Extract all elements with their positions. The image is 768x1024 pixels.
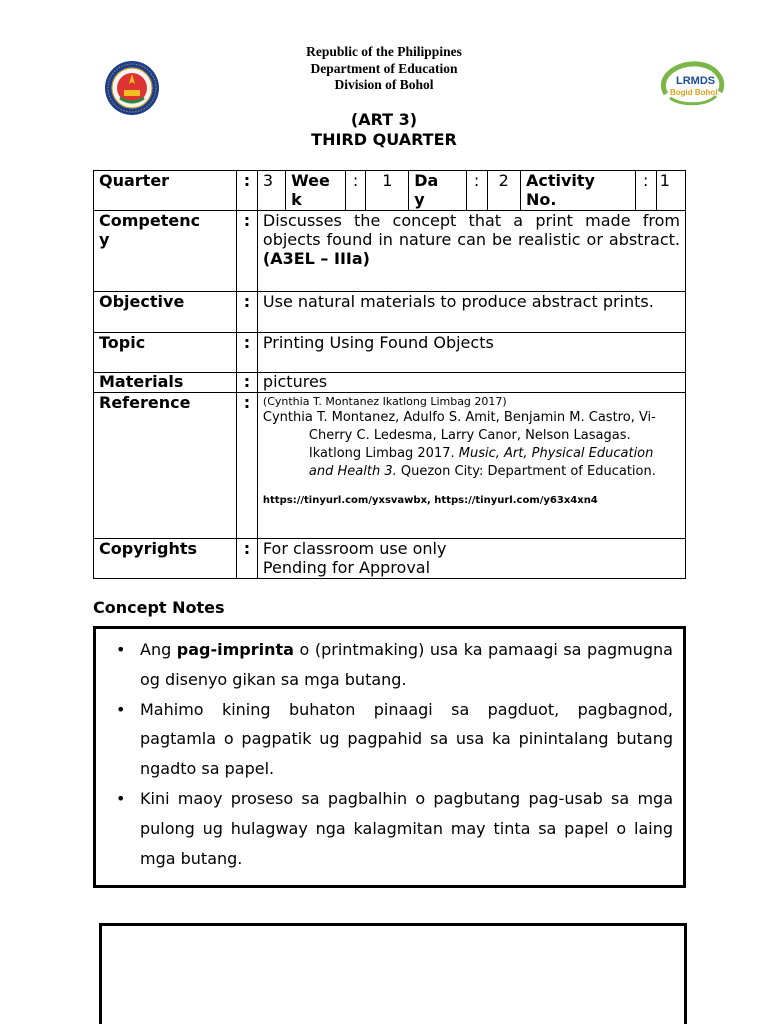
colon: :: [237, 171, 258, 211]
reference-book-title: Music, Art, Physical Education and Health 3.: [308, 446, 654, 479]
lesson-info-table: [93, 170, 686, 579]
objective-text: Use natural materials to produce abstract prints.: [257, 292, 685, 333]
colon: :: [237, 292, 258, 333]
activity-label: Activity No.: [520, 171, 635, 211]
lrmds-logo-subtext: Bogid Bohol: [670, 88, 718, 97]
lrmds-logo-text: LRMDS: [676, 75, 716, 87]
week-value: 1: [366, 171, 409, 211]
table-row-topic: [94, 333, 686, 373]
lrmds-logo: [656, 58, 726, 108]
colon: :: [237, 539, 258, 579]
materials-text: pictures: [257, 373, 685, 393]
topic-label: Topic: [94, 333, 237, 373]
concept-notes-heading: Concept Notes: [93, 598, 225, 617]
reference-cell: [257, 393, 685, 539]
quarter-label: Quarter: [94, 171, 237, 211]
term-pag-imprinta: pag-imprinta: [176, 640, 294, 659]
list-item: • Mahimo kining buhaton pinaagi sa pagduot, pagbagnod, pagtamla o pagpatik ug pagpahid sa usa ka pinintalang butang ngadto sa papel.: [116, 695, 673, 784]
copyrights-text: For classroom use only Pending for Approval: [257, 539, 685, 579]
header-department: Department of Education: [310, 60, 458, 76]
objective-label: Objective: [94, 292, 237, 333]
list-item: • Ang pag-imprinta o (printmaking) usa ka pamaagi sa pagmugna og disenyo gikan sa mga butang.: [116, 635, 673, 695]
list-item: • Kini maoy proseso sa pagbalhin o pagbutang pag-usab sa mga pulong ug hulagway nga kalagmitan may tinta sa papel o laing mga butang.: [116, 784, 673, 873]
table-row-objective: [94, 292, 686, 333]
reference-short: (Cynthia T. Montanez Ikatlong Limbag 2017): [262, 395, 507, 408]
colon: :: [237, 211, 258, 292]
copyrights-label: Copyrights: [94, 539, 237, 579]
concept-notes-box: [93, 626, 686, 888]
table-row-quarter: [94, 171, 686, 211]
competency-text: Discusses the concept that a print made from objects found in nature can be realistic or abstract. (A3EL – IIIa): [257, 211, 685, 292]
title-quarter: THIRD QUARTER: [311, 130, 457, 149]
deped-seal-logo: [104, 60, 160, 116]
document-title: [0, 110, 768, 150]
bullet: •: [116, 699, 126, 719]
day-value: 2: [487, 171, 520, 211]
activity-value: 1: [656, 171, 685, 211]
title-subject: (ART 3): [350, 110, 418, 129]
day-label: Da y: [409, 171, 466, 211]
topic-text: Printing Using Found Objects: [257, 333, 685, 373]
colon: :: [466, 171, 487, 211]
week-label: Wee k: [286, 171, 346, 211]
table-row-competency: [94, 211, 686, 292]
competency-label: Competenc y: [94, 211, 237, 292]
table-row-materials: [94, 373, 686, 393]
colon: :: [237, 333, 258, 373]
materials-label: Materials: [94, 373, 237, 393]
header-division: Division of Bohol: [334, 77, 434, 92]
bullet: •: [116, 788, 126, 808]
concept-notes-list: [116, 635, 673, 873]
reference-label: Reference: [94, 393, 237, 539]
header-republic: Republic of the Philippines: [306, 44, 462, 59]
colon: :: [237, 373, 258, 393]
bullet: •: [116, 640, 126, 659]
competency-code: (A3EL – IIIa): [262, 249, 370, 268]
reference-citation: Cynthia T. Montanez, Adulfo S. Amit, Benjamin M. Castro, Vi-Cherry C. Ledesma, Larry Canor, Nelson Lasagas. Ikatlong Limbag 2017. Music, Art, Physical Education and Health 3. Quezon City: Department of Education.: [262, 410, 656, 479]
table-row-reference: [94, 393, 686, 539]
colon: :: [345, 171, 366, 211]
blank-activity-box: [99, 923, 687, 1024]
colon: :: [237, 393, 258, 539]
table-row-copyrights: [94, 539, 686, 579]
colon: :: [635, 171, 656, 211]
reference-links: https://tinyurl.com/yxsvawbx, https://tinyurl.com/y63x4xn4: [262, 495, 598, 506]
quarter-value: 3: [257, 171, 285, 211]
